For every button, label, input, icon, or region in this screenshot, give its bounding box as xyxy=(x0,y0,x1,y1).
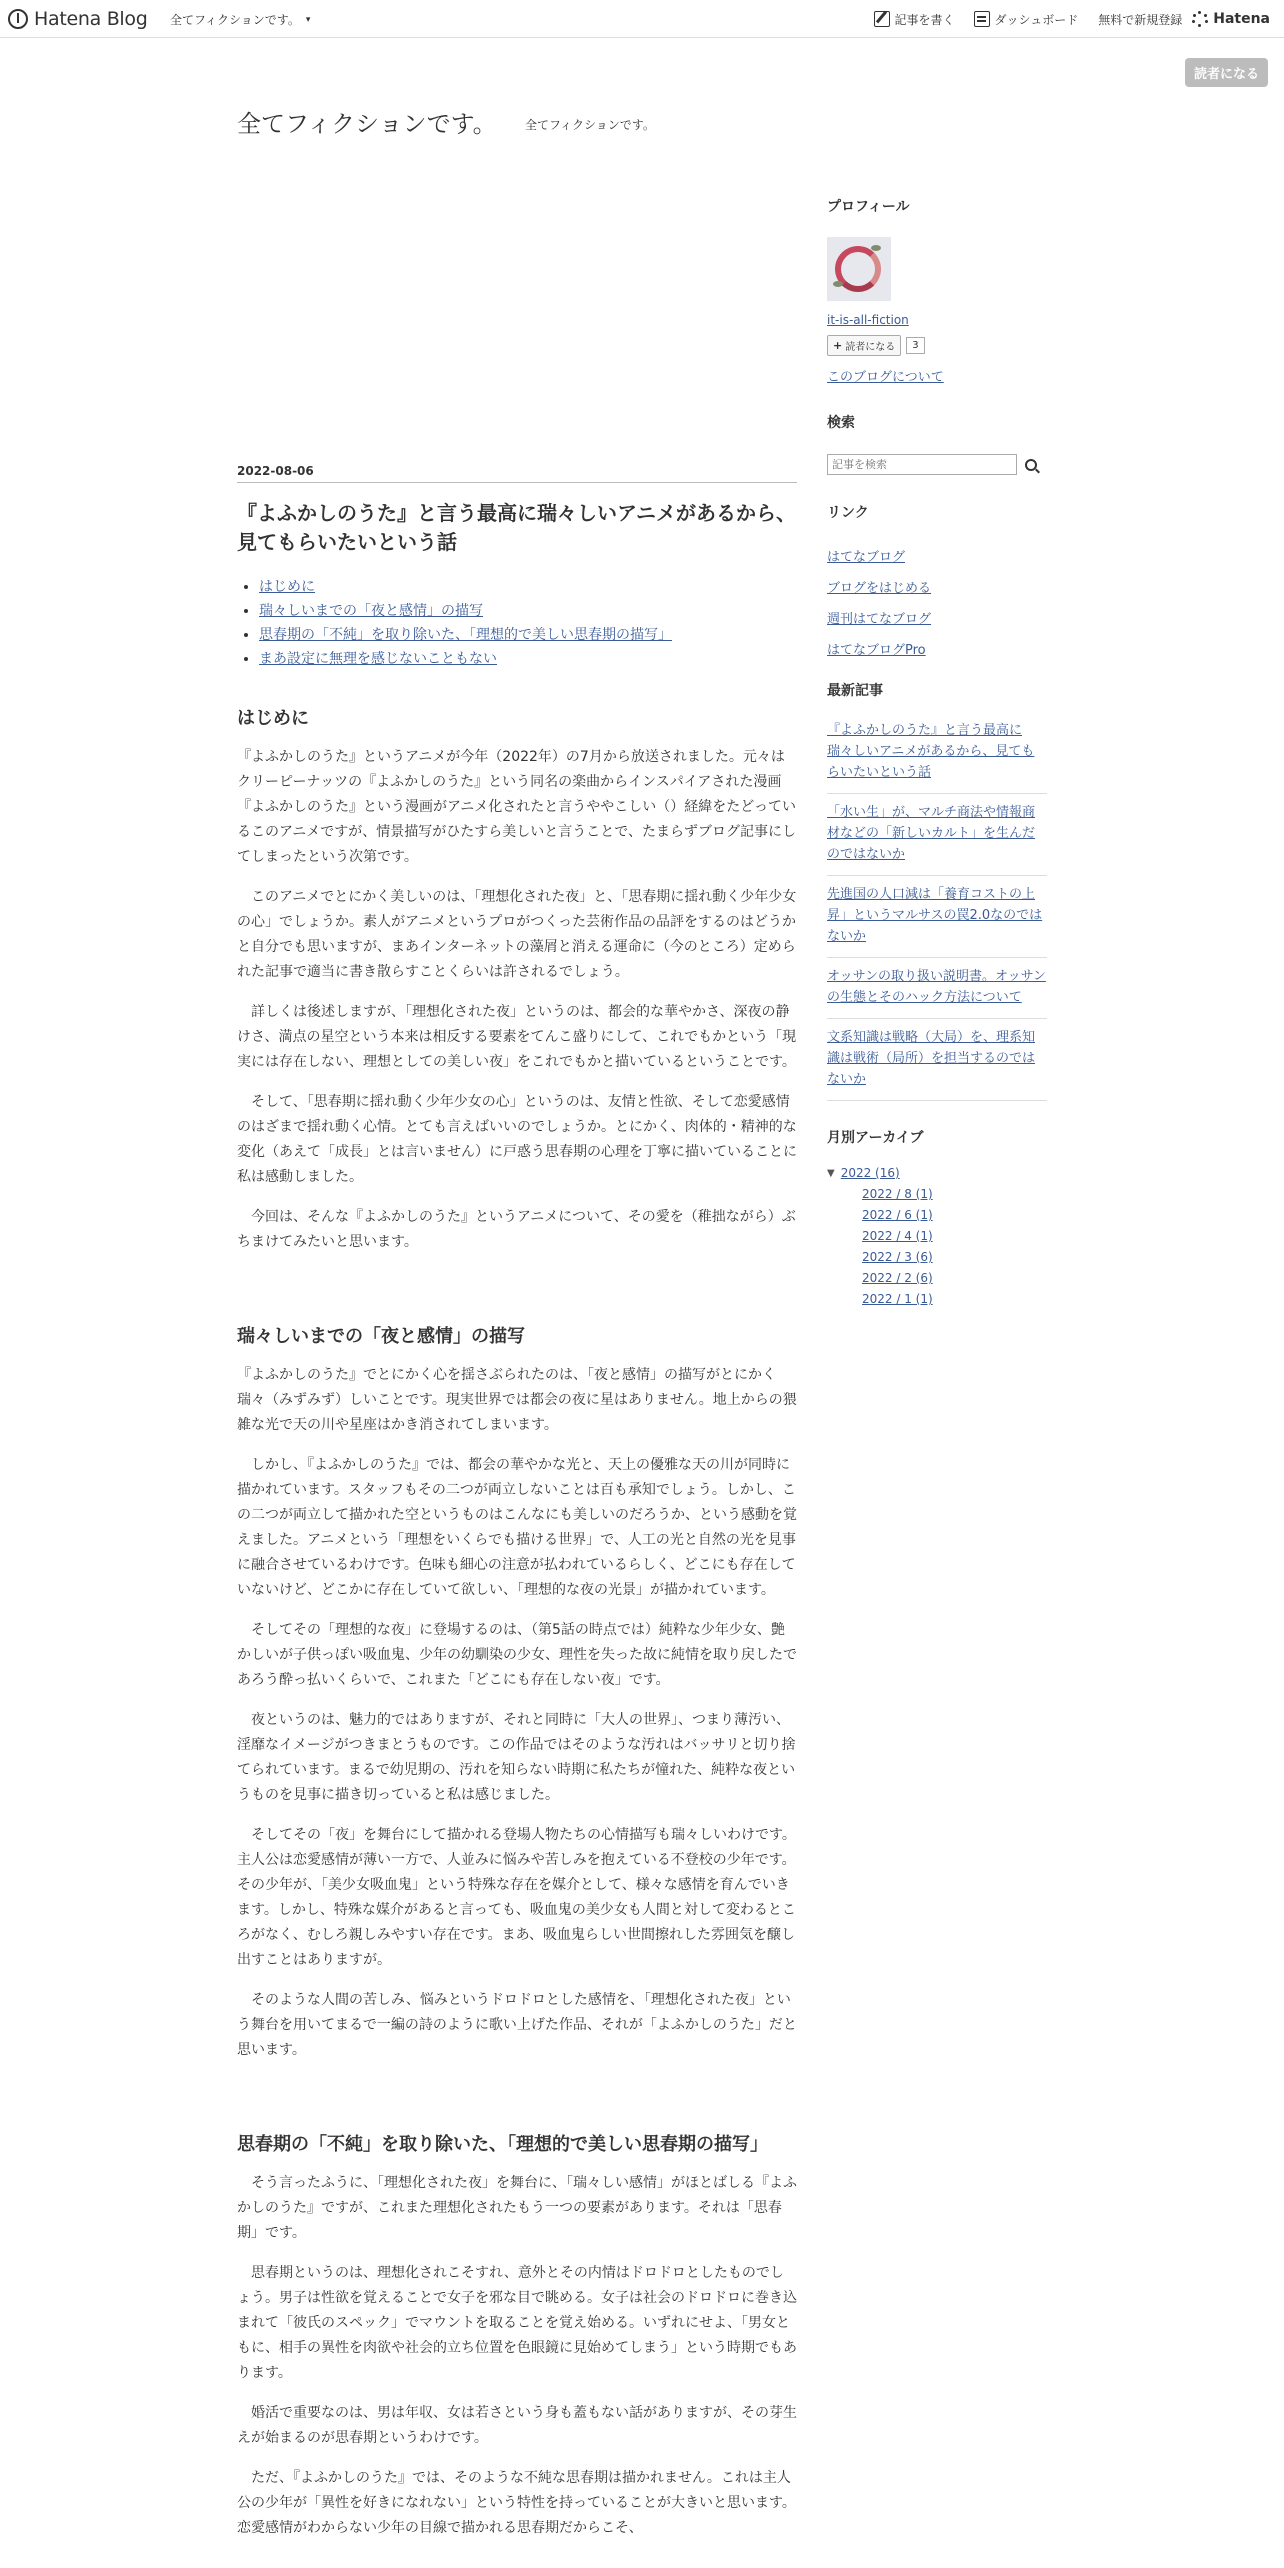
hatena-logo[interactable] xyxy=(1192,11,1284,27)
link-item[interactable]: 週刊はてなブログ xyxy=(827,612,932,627)
paragraph: そう言ったふうに、「理想化された夜」を舞台に、「瑞々しい感情」がほとばしる『よふかしのうた』ですが、これまた理想化されたもう一つの要素があります。それは「思春期」です。 xyxy=(237,2175,797,2241)
profile-subscribe-button[interactable] xyxy=(827,335,901,356)
list-item xyxy=(827,794,1047,876)
recent-entry-link[interactable]: 文系知識は戦略（大局）を、理系知識は戦術（局所）を担当するのではないか xyxy=(827,1030,1036,1087)
caret-down-icon: ▾ xyxy=(305,14,311,25)
hatena-blog-logo[interactable] xyxy=(8,7,148,31)
search-input[interactable] xyxy=(827,454,1017,475)
paragraph: 婚活で重要なのは、男は年収、女は若さという身も蓋もない話がありますが、その芽生えが始まるのが思春期というわけです。 xyxy=(237,2405,797,2446)
paragraph: 『よふかしのうた』でとにかく心を揺さぶられたのは、「夜と感情」の描写がとにかく瑞々（みずみず）しいことです。現実世界では都会の夜に星はありません。地上からの猥雑な光で天の川や星座はかき消されてしまいます。 xyxy=(237,1367,797,1433)
blog-selector[interactable] xyxy=(170,11,310,28)
toc-link[interactable]: まあ設定に無理を感じないこともない xyxy=(259,651,497,667)
profile-heading: プロフィール xyxy=(827,199,910,215)
list-item xyxy=(827,1019,1047,1101)
write-entry-label: 記事を書く xyxy=(894,12,955,27)
paragraph: 思春期というのは、理想化されこそすれ、意外とその内情はドロドロとしたものでしょう。男子は性欲を覚えることで女子を邪な目で眺める。女子は社会のドロドロに巻き込まれて「彼氏のスペック」でマウントを取ることを覚え始める。いずれにせよ、「男女ともに、相手の異性を肉欲や社会的立ち位置を色眼鏡に見始めてしまう」という時期でもあります。 xyxy=(237,2265,797,2381)
paragraph: そしてその「理想的な夜」に登場するのは、（第5話の時点では）純粋な少年少女、艶かしいが子供っぽい吸血鬼、少年の幼馴染の少女、理性を失った故に純情を取り戻したであろう酔っ払いくらいで、これまた「どこにも存在しない夜」です。 xyxy=(237,1622,797,1688)
collapse-triangle-icon[interactable]: ▼ xyxy=(827,1168,835,1179)
search-icon[interactable] xyxy=(1025,459,1037,471)
list-item xyxy=(827,876,1047,958)
table-of-contents xyxy=(259,575,797,671)
paragraph: 今回は、そんな『よふかしのうた』というアニメについて、その愛を（稚拙ながら）ぶちまけてみたいと思います。 xyxy=(237,1209,796,1250)
toc-item xyxy=(259,647,797,671)
leaf-decoration xyxy=(833,281,843,287)
hatena-logo-text: Hatena xyxy=(1213,11,1270,27)
toc-link[interactable]: はじめに xyxy=(259,579,315,595)
list-item xyxy=(862,1268,1047,1289)
section-heading: 瑞々しいまでの「夜と感情」の描写 xyxy=(237,1326,525,1347)
paragraph: 夜というのは、魅力的ではありますが、それと同時に「大人の世界」、つまり薄汚い、淫靡なイメージがつきまとうものです。この作品ではそのような汚れはバッサリと切り捨てられています。まるで幼児期の、汚れを知らない時期に私たちが憧れた、純粋な夜というものを見事に描き切っていると私は感じました。 xyxy=(237,1712,796,1803)
plus-icon: + xyxy=(833,339,843,352)
write-entry-link[interactable] xyxy=(864,11,964,28)
subscriber-count[interactable]: 3 xyxy=(906,337,924,354)
recent-entry-link[interactable]: 先進国の人口減は「養育コストの上昇」というマルサスの罠2.0なのではないか xyxy=(827,887,1043,944)
list-item xyxy=(862,1184,1047,1205)
archive-month-link[interactable]: 2022 / 3 (6) xyxy=(862,1250,933,1264)
paragraph: そしてその「夜」を舞台にして描かれる登場人物たちの心情描写も瑞々しいわけです。主人公は恋愛感情が薄い一方で、人並みに悩みや苦しみを抱えている不登校の少年です。その少年が、「美少女吸血鬼」という特殊な存在を媒介として、様々な感情を育んでいきます。しかし、特殊な媒介があると言っても、吸血鬼の美少女も人間と対して変わるところがなく、むしろ親しみやすい存在です。まあ、吸血鬼らしい世間擦れした雰囲気を醸し出すことはありますが。 xyxy=(237,1827,796,1968)
list-item xyxy=(827,542,1047,573)
list-item xyxy=(827,635,1047,666)
dashboard-icon xyxy=(974,11,990,27)
link-item[interactable]: はてなブログ xyxy=(827,550,906,565)
profile-subscribe-label: 読者になる xyxy=(845,342,896,353)
list-item xyxy=(862,1289,1047,1310)
link-item[interactable]: はてなブログPro xyxy=(827,643,926,658)
toc-item xyxy=(259,599,797,623)
signup-label: 無料で新規登録 xyxy=(1098,12,1183,27)
recent-entry-link[interactable]: 『よふかしのうた』と言う最高に瑞々しいアニメがあるから、見てもらいたいという話 xyxy=(827,723,1035,780)
archive-month-link[interactable]: 2022 / 4 (1) xyxy=(862,1229,933,1243)
subscribe-button[interactable]: 読者になる xyxy=(1185,58,1268,87)
paragraph: ただ、『よふかしのうた』では、そのような不純な思春期は描かれません。これは主人公の少年が「異性を好きになれない」という特性を持っていることが大きいと思います。恋愛感情がわからない少年の目線で描かれる思春期だからこそ、 xyxy=(237,2470,796,2536)
list-item xyxy=(827,573,1047,604)
list-item xyxy=(862,1205,1047,1226)
recent-entry-link[interactable]: オッサンの取り扱い説明書。オッサンの生態とそのハック方法について xyxy=(827,969,1046,1005)
list-item xyxy=(862,1247,1047,1268)
blog-description: 全てフィクションです。 xyxy=(525,118,655,132)
paragraph: そのような人間の苦しみ、悩みというドロドロとした感情を、「理想化された夜」という舞台を用いてまるで一編の詩のように歌い上げた作品、それが「よふかしのうた」だと思います。 xyxy=(237,1992,797,2058)
dashboard-link[interactable] xyxy=(964,11,1088,28)
recent-entries-heading: 最新記事 xyxy=(827,683,883,699)
blog-selector-label: 全てフィクションです。 xyxy=(170,13,300,27)
links-heading: リンク xyxy=(827,505,869,521)
profile-name-link[interactable]: it-is-all-fiction xyxy=(827,313,909,327)
section-heading: はじめに xyxy=(237,708,309,729)
archive-heading: 月別アーカイブ xyxy=(827,1130,924,1146)
paragraph: このアニメでとにかく美しいのは、「理想化された夜」と、「思春期に揺れ動く少年少女の心」でしょうか。素人がアニメというプロがつくった芸術作品の品評をするのはどうかと自分でも思いますが、まあインターネットの藻屑と消える運命に（今のところ）定められた記事で適当に書き散らすことくらいは許されるでしょう。 xyxy=(237,889,797,980)
paragraph: 『よふかしのうた』というアニメが今年（2022年）の7月から放送されました。元々はクリーピーナッツの『よふかしのうた』という同名の楽曲からインスパイアされた漫画『よふかしのうた』という漫画がアニメ化されたと言うややこしい（）経緯をたどっているこのアニメですが、情景描写がひたすら美しいと言うことで、たまらずブログ記事にしてしまったという次第です。 xyxy=(237,749,797,865)
leaf-decoration xyxy=(871,245,881,251)
about-blog-link[interactable]: このブログについて xyxy=(827,370,944,385)
paragraph: しかし、『よふかしのうた』では、都会の華やかな光と、天上の優雅な天の川が同時に描かれています。スタッフもその二つが両立しないことは百も承知でしょう。しかし、この二つが両立して描かれた空というものはこんなにも美しいのだろうか、という感動を覚えました。アニメという「理想をいくらでも描ける世界」で、人工の光と自然の光を見事に融合させているわけです。色味も細心の注意が払われているらしく、どこにも存在していないけど、どこかに存在していて欲しい、「理想的な夜の光景」が描かれています。 xyxy=(237,1457,797,1598)
logo-text: Hatena Blog xyxy=(34,8,148,30)
archive-month-link[interactable]: 2022 / 8 (1) xyxy=(862,1187,933,1201)
blog-title[interactable]: 全てフィクションです。 xyxy=(237,110,497,138)
list-item xyxy=(862,1226,1047,1247)
list-item xyxy=(827,604,1047,635)
archive-year-link[interactable]: 2022 (16) xyxy=(840,1166,900,1180)
archive-tree xyxy=(827,1163,1047,1310)
sidebar xyxy=(827,196,1047,1310)
link-item[interactable]: ブログをはじめる xyxy=(827,581,932,596)
paragraph: 詳しくは後述しますが、「理想化された夜」というのは、都会的な華やかさ、深夜の静けさ、満点の星空という本来は相反する要素をてんこ盛りにして、これでもかという「現実には存在しない、理想としての美しい夜」をこれでもかと描いているということです。 xyxy=(237,1004,797,1070)
dashboard-label: ダッシュボード xyxy=(994,12,1079,27)
pencil-icon xyxy=(874,11,890,27)
recent-entry-link[interactable]: 「水い生」が、マルチ商法や情報商材などの「新しいカルト」を生んだのではないか xyxy=(827,805,1036,862)
toc-item xyxy=(259,575,797,599)
list-item xyxy=(827,958,1047,1019)
archive-month-link[interactable]: 2022 / 2 (6) xyxy=(862,1271,933,1285)
entry-date[interactable]: 2022-08-06 xyxy=(237,464,797,483)
section-heading: 思春期の「不純」を取り除いた、「理想的で美しい思春期の描写」 xyxy=(237,2134,768,2155)
recent-entries-list xyxy=(827,712,1047,1101)
toc-link[interactable]: 思春期の「不純」を取り除いた、「理想的で美しい思春期の描写」 xyxy=(259,627,672,643)
paragraph: そして、「思春期に揺れ動く少年少女の心」というのは、友情と性欲、そして恋愛感情のはざまで揺れ動く心情。とても言えばいいのでしょうか。とにかく、肉体的・精神的な変化（あえて「成長」とは言いません）に戸惑う思春期の心理を丁寧に描いていることに私は感動しました。 xyxy=(237,1094,797,1185)
list-item xyxy=(827,712,1047,794)
global-header xyxy=(0,0,1284,38)
hatena-blog-logo-icon xyxy=(8,9,28,29)
search-heading: 検索 xyxy=(827,415,855,431)
entry-article xyxy=(237,464,797,2541)
archive-month-link[interactable]: 2022 / 1 (1) xyxy=(862,1292,933,1306)
entry-title[interactable]: 『よふかしのうた』と言う最高に瑞々しいアニメがあるから、見てもらいたいという話 xyxy=(237,501,796,554)
links-list xyxy=(827,542,1047,666)
avatar[interactable] xyxy=(827,237,891,301)
hatena-dots-icon xyxy=(1192,11,1208,27)
toc-item xyxy=(259,623,797,647)
signup-link[interactable] xyxy=(1088,11,1192,28)
toc-link[interactable]: 瑞々しいまでの「夜と感情」の描写 xyxy=(259,603,483,619)
archive-month-link[interactable]: 2022 / 6 (1) xyxy=(862,1208,933,1222)
